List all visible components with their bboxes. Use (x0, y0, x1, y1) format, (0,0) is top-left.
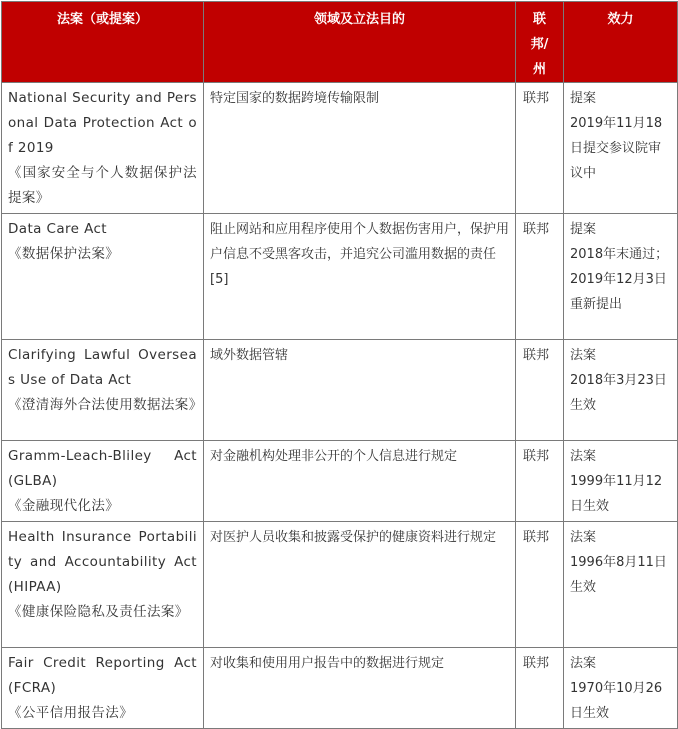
status-detail: 2018年3月23日生效 (570, 373, 667, 413)
status-type: 法案 (570, 348, 597, 363)
status-detail: 1970年10月26日生效 (570, 681, 663, 721)
law-name-cn: 《数据保护法案》 (8, 246, 120, 262)
level-cell: 联邦 (516, 340, 564, 441)
law-name-cn: 《金融现代化法》 (8, 498, 120, 514)
status-type: 提案 (570, 91, 597, 106)
status-cell (564, 214, 678, 340)
table-header (2, 2, 678, 83)
header-federal-state: 联邦/州 (516, 2, 564, 83)
law-name-cell (2, 522, 204, 648)
status-detail: 1996年8月11日生效 (570, 555, 667, 595)
law-name-cell (2, 214, 204, 340)
table-row (2, 214, 678, 340)
status-cell (564, 441, 678, 522)
law-name-cn: 《健康保险隐私及责任法案》 (8, 604, 189, 620)
law-name-en: Clarifying Lawful Overseas Use of Data Act (8, 347, 197, 388)
law-name-en: Fair Credit Reporting Act (FCRA) (8, 655, 197, 696)
purpose-cell: 对金融机构处理非公开的个人信息进行规定 (204, 441, 516, 522)
table-row (2, 441, 678, 522)
law-name-cell (2, 648, 204, 729)
level-cell: 联邦 (516, 441, 564, 522)
status-cell (564, 648, 678, 729)
table-row (2, 83, 678, 214)
status-type: 法案 (570, 449, 597, 464)
purpose-cell: 特定国家的数据跨境传输限制 (204, 83, 516, 214)
level-cell: 联邦 (516, 648, 564, 729)
law-name-cn: 《澄清海外合法使用数据法案》 (8, 397, 203, 413)
status-type: 提案 (570, 222, 597, 237)
law-name-cn: 《国家安全与个人数据保护法提案》 (8, 165, 197, 206)
level-cell: 联邦 (516, 214, 564, 340)
table-row (2, 340, 678, 441)
law-name-cell (2, 441, 204, 522)
table-row (2, 522, 678, 648)
level-cell: 联邦 (516, 522, 564, 648)
status-cell (564, 83, 678, 214)
status-type: 法案 (570, 530, 597, 545)
table-body (2, 83, 678, 729)
status-cell (564, 522, 678, 648)
level-cell: 联邦 (516, 83, 564, 214)
law-name-cell (2, 340, 204, 441)
status-detail: 2018年末通过；2019年12月3日重新提出 (570, 247, 669, 312)
purpose-cell: 域外数据管辖 (204, 340, 516, 441)
law-name-en: Gramm-Leach-Bliley Act (GLBA) (8, 448, 197, 489)
law-name-cn: 《公平信用报告法》 (8, 705, 134, 721)
table-row (2, 648, 678, 729)
law-name-cell (2, 83, 204, 214)
header-effect: 效力 (564, 2, 678, 83)
status-detail: 2019年11月18日提交参议院审议中 (570, 116, 663, 181)
law-name-en: National Security and Personal Data Protection Act of 2019 (8, 90, 197, 156)
law-name-en: Data Care Act (8, 221, 107, 237)
law-name-en: Health Insurance Portability and Accountability Act (HIPAA) (8, 529, 197, 595)
header-row (2, 2, 678, 83)
header-name: 法案（或提案） (2, 2, 204, 83)
header-purpose: 领域及立法目的 (204, 2, 516, 83)
purpose-cell: 对医护人员收集和披露受保护的健康资料进行规定 (204, 522, 516, 648)
law-table (1, 1, 678, 729)
status-type: 法案 (570, 656, 597, 671)
purpose-cell: 阻止网站和应用程序使用个人数据伤害用户，保护用户信息不受黑客攻击，并追究公司滥用数据的责任[5] (204, 214, 516, 340)
status-cell (564, 340, 678, 441)
purpose-cell: 对收集和使用用户报告中的数据进行规定 (204, 648, 516, 729)
status-detail: 1999年11月12日生效 (570, 474, 663, 514)
